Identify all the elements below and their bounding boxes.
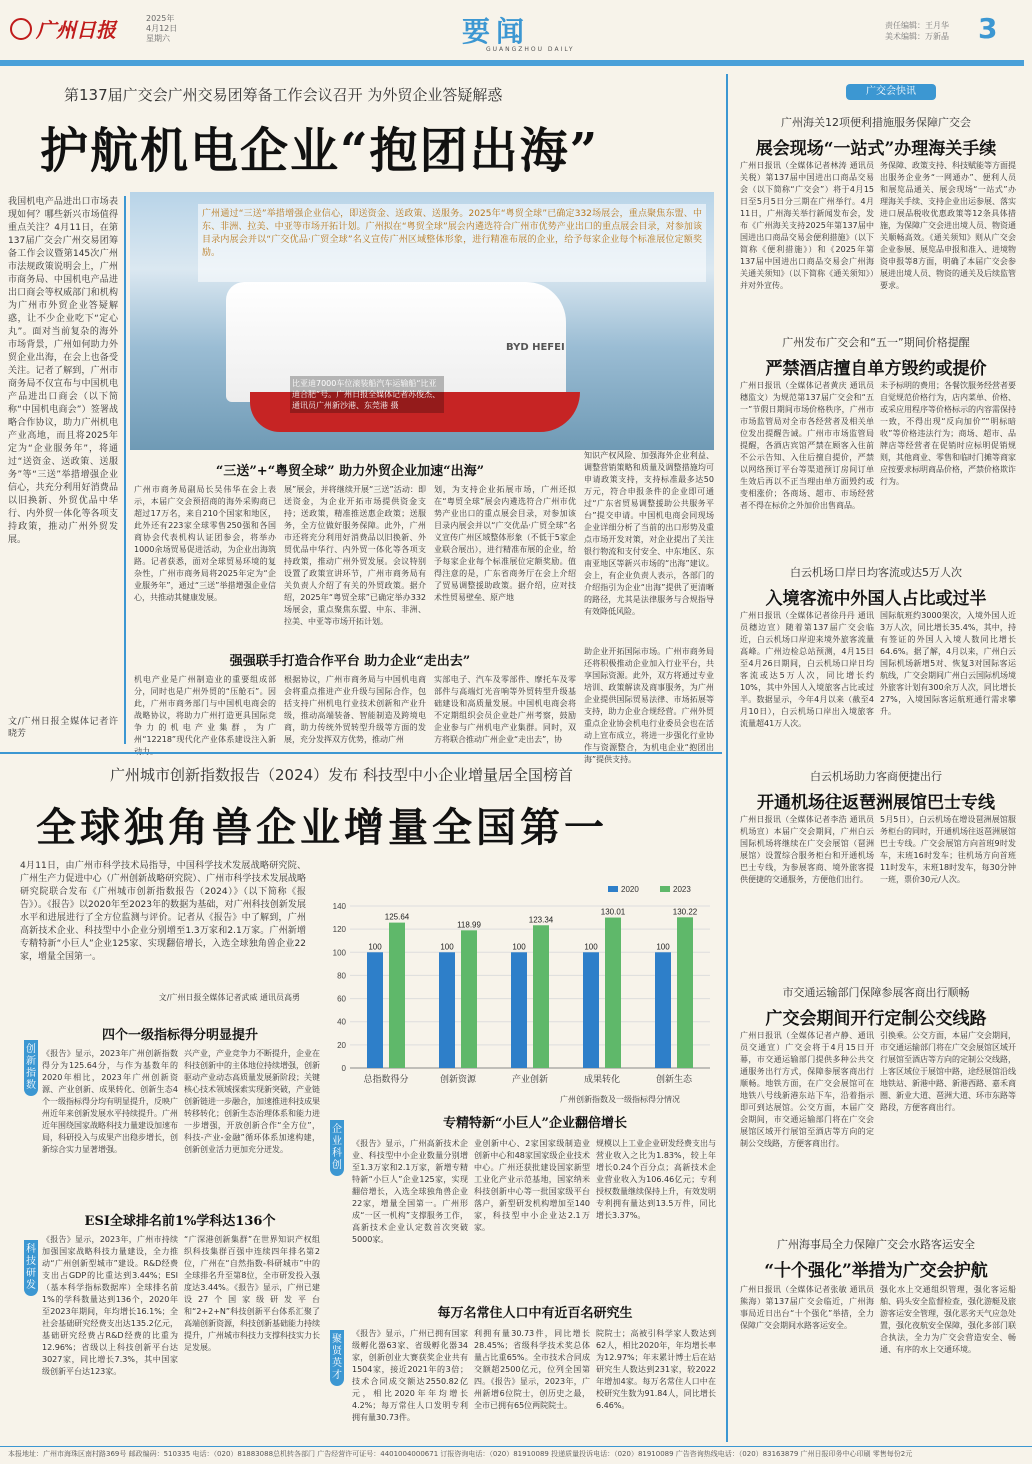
- header-rule: [0, 60, 1024, 66]
- vertical-rule: [124, 196, 126, 744]
- lead-sub2-col2: 根据协议，广州市商务局与中国机电商会将重点推进产业升级与国际合作，包括支持广州机电行业技术创新和产业升级，推动高端装备、智能制造及跨境电商，助力传统外贸转型升级等方面的发展，充分发挥双方优势，推动广州: [284, 675, 426, 744]
- issue-year: 2025年: [146, 14, 175, 23]
- second-subhead-4: 每万名常住人口中有近百名研究生: [437, 1306, 633, 1321]
- section-subtitle: GUANGZHOU DAILY: [486, 46, 575, 53]
- sidebar-tag: 广交会快讯: [846, 84, 936, 100]
- lead-sub1-col2: 展”展会，并将继续开展“三送”活动：即送资金，为企业开拓市场提供资金支持；送政策，精准推送惠企政策；送服务，全方位做好服务保障。此外，广州市还将充分利用好消费品以旧换新、外贸优品中华行、内外贸一体化等各项支持政策，推动广州外贸发展。会议特别设置了政策宣讲环节，广州市商务局有关负责人介绍了有关的外贸政策。据介绍，2025年“粤贸全球”已确定举办332场展会，重点聚焦东盟、中东、非洲、拉美、中亚等市场开拓计划。: [284, 485, 426, 626]
- masthead: [0, 0, 1024, 62]
- section-title: 要闻: [462, 15, 531, 48]
- sidebar-a3-headline: 入境客流中外国人占比或过半: [765, 589, 987, 609]
- ship-name: BYD HEFEI: [506, 342, 565, 353]
- lead-byline: 文/广州日报全媒体记者许晓芳: [8, 717, 118, 739]
- sidebar-a4-headline: 开通机场往返琶洲展馆巴士专线: [757, 793, 995, 813]
- tag-innovation-index: 创新指数: [24, 1040, 38, 1096]
- sidebar-a1-col2: 务保障、政策支持、科技赋能等方面提出服务企业务“一网通办”、便利人员和展览品通关、展会现场“一站式”办理海关手续、支持企业出运参展、落实进口展品税收优惠政策等12条具体措施，为保障广交会进出境人员、物资通关顺畅高效。《通关须知》则从广交会企业参展、展览品申报和准入、进境物资申报等8方面，明确了本届广交会参展进出境人员、物资的通关及后续监管要求。: [880, 161, 1016, 290]
- lead-sub1-col1: 广州市商务局副局长吴伟华在会上表示，本届广交会预招商的海外采购商已超过17万名，来自210个国家和地区，此外还有223家全球零售250强和各国商协会代表机构认证团参会，将举办1000余场贸易促进活动，为企业出海筑路。记者获悉，面对全球贸易环境的复杂性，广州市商务局将2025年定为“企业服务年”，通过“三送”举措增强企业信心，共推动其健康发展。: [134, 485, 276, 602]
- chart-y-tick-label: 120: [332, 925, 346, 935]
- second-headline: 全球独角兽企业增量全国第一: [36, 804, 608, 851]
- second-sub4-col1: 《报告》显示，广州已拥有国家级孵化器63家、省级孵化器34家，创新创业大赛获奖企业共有1504家，接近2021年的3倍；技术合同成交额达2550.82亿元，相比2020年年均增长4.2%；每万常住人口发明专利拥有量30.73件。: [352, 1329, 468, 1422]
- lead-sub2-col1: 机电产业是广州制造业的重要组成部分，同时也是广州外贸的“压舱石”。因此，广州市商务部门与中国机电商会的战略协议，将助力广州打造更具国际竞争力的机电产业集群，为广州“12218”现代化产业体系建设注入新: [134, 675, 276, 744]
- second-intro: 4月11日，由广州市科学技术局指导，中国科学技术发展战略研究院、广州生产力促进中心（广州创新战略研究院）、广州市科学技术发展战略研究院联合发布《广州城市创新指数报告（2024）》（以下简称《报告》）。《报告》以2020年至2023年的数据为基础，对广州科技创新发展水平和进展进行了全方位监测与评价。记者从《报告》中了解到，广州高新技术企业、科技型中小企业分别增至1.3万家和2.1万家。广州新增专精特新“小巨人”企业125家、实现翻倍增长，入选全球独角兽企业22家，增量全国第一。: [20, 861, 306, 962]
- second-sub3-col2: 业创新中心、2家国家级制造业创新中心和48家国家级企业技术中心。广州还获批建设国家新型工业化产业示范基地，国家纳米科技创新中心等一批国家级平台落户，新型研发机构增加至140家，科技型中小企业达2.1万家。: [474, 1139, 590, 1232]
- issue-info: [146, 14, 177, 44]
- chart-bar: [439, 952, 455, 1068]
- lead-headline: 护航机电企业“抱团出海”: [40, 123, 600, 179]
- sidebar-a2-col1: 广州日报讯（全媒体记者黄庆 通讯员穗监文）为规范第137届广交会和“五一”节假日期间市场价格秩序，广州市市场监管局对全市各经营者及相关单位发出提醒告诫。广州市市场监管局提醒，各酒店宾馆严禁在顾客入住前不公示告知、入住后擅自提价，严禁以网络预订平台等渠道预订房间订单生效后再以不正当理由单方面毁约或变相涨价；各商场、超市、市场经营者不得在标价之外加价出售商品。: [740, 381, 874, 510]
- lead-subhead-2: 强强联手打造合作平台 助力企业“走出去”: [229, 654, 471, 669]
- chart-bar: [389, 923, 405, 1068]
- second-sub2-col2: “广深港创新集群”在世界知识产权组织科技集群百强中连续四年排名第2位，广州在“自然指数-科研城市”中的全球排名升至第8位，全市研发投入强度达3.44%。《报告》显示，广州已建设27个国家级研发平台和“2+2+N”科技创新平台体系汇聚了高端创新资源，科技创新基础能力持续提升，广州城市科技力支撑科技实力长足发展。: [184, 1235, 320, 1352]
- sidebar-a3-col2: 国际航班约3000架次，入境外国人近3万人次，同比增长35.4%，其中，持有签证的外国人入境人数同比增长64.6%。据了解，4月以来，广州白云国际机场新增5对、恢复3对国际客运航线，广交会期间广州白云国际机场境外旅客计划有300余万人次，同比增长27%，入境国际客运航班通行需求攀升。: [880, 611, 1016, 716]
- chart-y-tick-label: 100: [332, 948, 346, 958]
- section-divider: [0, 752, 722, 754]
- second-sub3-col1: 《报告》显示，广州高新技术企业、科技型中小企业数量分别增至1.3万家和2.1万家，新增专精特新“小巨人”企业125家，实现翻倍增长，入选全球独角兽企业22家，增量全国第一。广州形成“一区一机构”支撑服务工作，高新技术企业认定数首次突破5000家。: [352, 1139, 468, 1244]
- lead-intro: 我国机电产品进出口市场表现如何？哪些新兴市场值得重点关注？4月11日，在第137届广交会广州交易团筹备工作会议暨第145次广州市法规政策说明会上，广州市商务局、中国机电产品进出口商会等权威部门和机构为广州市外贸企业答疑解惑，让不少企业吃下“定心丸”。面对当前复杂的海外市场背景，广州如何助力外贸企业出海，在会上也备受关注。记者了解到，广州市商务局不仅宣布与中国机电产品进出口商会（以下简称“中国机电商会”）签署战略合作协议，助力广州机电产业高地，而且将2025年定为“企业服务年”，将通过“送资金、送政策、送服务”等“三送”举措增强企业信心，共充分利用好消费品以旧换新、外贸优品中华行、内外贸一体化等各项支持政策，推动广州外贸发展。: [8, 197, 118, 545]
- tag-sci-research: 科技研发: [24, 1240, 38, 1296]
- chart-data-label: 100: [512, 942, 526, 952]
- chart-y-tick-label: 0: [341, 1064, 346, 1073]
- second-sub4-col3: 院院士；高被引科学家人数达到62人，相比2020年，年均增长率为12.97%；年末累计博士后在站研究生人数达到231家，较2022年增加4家。每万名常住人口中在校研究生数为91.84人，同比增长6.46%。: [596, 1329, 716, 1410]
- chart-category-label: 创新资源: [439, 1075, 477, 1085]
- lead-sub2-col3: 实部电子、汽车及零部件、摩托车及零部件与高端灯光音响等外贸转型升级基础建设和高质量发展。中国机电商会将不定期组织会员企业赴广州考察，鼓励企业参与广州机电产业集群。同时，双方将联合推动广州企业“走出去”，协: [434, 675, 576, 744]
- issue-day: 4月12日: [146, 24, 178, 33]
- chart-bars: [367, 907, 698, 1068]
- sidebar-a2-col2: 未予标明的费用；各餐饮服务经营者要自觉规范价格行为，店内菜单、价格、或采应用程序等价格标示的内容需保持一致，不得出现“反向加价”“明标暗收”等价格违法行为；商场、超市、品牌店等经营者在促销时应标明促销规则，其他商业、零售和临时门摊等商家应按要求标明商品价格，严禁价格欺诈行为。: [880, 381, 1016, 486]
- lead-sub1-col4: 知识产权风险、加强海外企业利益、调整营销策略和质量及调整措施均可申请政策支持，支持标准最多达50万元，符合申报条件的企业即可通过“广东省贸易调整援助公共服务平台”提交申请。中国机电商会同现场企业详细分析了当前的出口形势及重点市场开发对策，对企业提出了关注银行物流和支付安全、中东地区、东南亚地区等新兴市场的“出海”建议。会上，有企业负责人表示，各部门的介绍指引为企业“出海”提供了更清晰的路径，尤其是法律服务与合规指导有效降低风险。: [584, 451, 714, 616]
- sidebar-a5-headline: 广交会期间开行定制公交线路: [765, 1009, 987, 1029]
- footer: 本报地址：广州市海珠区南村路369号 邮政编码：510335 电话：（020）81883088总机转各部门 广告经营许可证号：4401004000671 订报咨询电话：（020）81910089 投递质量投诉电话：（020）81910089 广告咨询热线电话：（020）83163879 广州日报印务中心印刷 零售每份2元: [0, 1446, 1032, 1464]
- sidebar-a5-col1: 广州日报讯（全媒体记者卢静、通讯员交通宣）广交会将于4月15日开幕，市交通运输部门提供多种公共交通服务出行方式，保障参展客商出行顺畅。地铁方面，在广交会展馆可在地铁八号线新港东站下车，沿着指示即可到达展馆。公交方面，本届广交会期间，市交通运输部门将在广交会展馆区域开行展馆至酒店等方向的定制公交线路，方便客商出行。: [740, 1031, 874, 1148]
- lead-kicker: 第137届广交会广州交易团筹备工作会议召开 为外贸企业答疑解惑: [64, 86, 503, 104]
- second-sub4-col2: 利拥有量30.73件，同比增长28.45%；省级科学技术奖总体量占比重65%。全市技术合同成交额超2500亿元，位列全国第四。《报告》显示，2023年，广州新增6位院士，创历史之最，全市已拥有65位两院院士。: [474, 1329, 590, 1410]
- chart-category-label: 创新生态: [655, 1075, 693, 1085]
- chart-bar: [367, 952, 383, 1068]
- chart-data-label: 123.34: [528, 915, 554, 925]
- chart-y-tick-label: 40: [337, 1017, 346, 1027]
- lead-photo: [130, 192, 714, 450]
- page-number: 3: [978, 12, 998, 45]
- logo-text: 广州日报: [36, 18, 116, 42]
- chart-data-label: 100: [440, 942, 454, 952]
- sidebar-a2-kicker: 广州发布广交会和“五一”期间价格提醒: [782, 336, 970, 349]
- second-sub3-col3: 规模以上工业企业研发经费支出与营业收入之比为1.83%，较上年增长0.24个百分点；高新技术企业营业收入为106.46亿元；专利授权数量继续保持上升，有效发明专利拥有量达到13.5万件，同比增长3.37%。: [596, 1139, 716, 1220]
- sidebar-a3-col1: 广州日报讯（全媒体记者徐丹丹 通讯员穗边宣）随着第137届广交会临近，白云机场口岸迎来境外旅客流量高峰。广州边检总站预测，4月15日至4月26日期间，白云机场口岸日均客流或达5万人次，同比增长约10%，其中外国人入境旅客占比或过半。数据显示，今年4月以来（截至4月10日），白云机场口岸出入境旅客流量超41万人次。: [740, 611, 874, 728]
- chart-data-label: 100: [368, 942, 382, 952]
- chart-bar: [511, 952, 527, 1068]
- lead-sub1-col3: 划，为支持企业拓展市场，广州还拟在“粤贸全球”展会内遴选符合广州市优势产业出口的重点展会目录，对参加该目录内展会并以“广交优品·广贸全球”名义宣传广州区域整体形象（不低于5家企业联合展出），进行精准布展的企业，给予每家企业每个标准展位定额奖励。值得注意的是，广东省商务厅在会上介绍了贸易调整援助政策。据介绍，应对技术性贸易壁垒、原产地: [434, 485, 576, 602]
- chart-legend-label: 2020: [621, 885, 639, 894]
- chart-bar: [533, 925, 549, 1068]
- second-byline: 文/广州日报全媒体记者武威 通讯员高勇: [158, 993, 300, 1002]
- sidebar-a3-kicker: 白云机场口岸日均客流或达5万人次: [790, 566, 962, 579]
- photo-banner: 广州通过“三送”举措增强企业信心，即送资金、送政策、送服务。2025年“粤贸全球”已确定332场展会，重点聚焦东盟、中东、非洲、拉美、中亚等市场开拓计划。广州拟在“粤贸全球”展会内遴选符合广州市优势产业出口的重点展会目录，对参加该目录内展会并以“广交优品·广贸全球”名义宣传广州区域整体形象，进行精准布展的企业，给予每家企业每个标准展位定额奖励。: [198, 204, 706, 282]
- logo-icon: [10, 18, 32, 40]
- second-subhead-1: 四个一级指标得分明显提升: [101, 1028, 258, 1043]
- tag-talent: 聚贤英才: [330, 1330, 344, 1386]
- sidebar-a6-col1: 广州日报讯（全媒体记者张敏 通讯员熊海）第137届广交会临近，广州海事局近日出台“十个强化”举措，全力保障广交会期间水路客运安全。: [740, 1285, 874, 1330]
- chart-bar: [605, 918, 621, 1068]
- sidebar-a6-headline: “十个强化”举措为广交会护航: [764, 1261, 988, 1281]
- chart-legend-swatch: [608, 886, 618, 892]
- chart-y-tick-label: 60: [337, 994, 346, 1004]
- sidebar-a4-kicker: 白云机场助力客商便捷出行: [810, 770, 942, 783]
- second-sub1-col1: 《报告》显示，2023年广州创新指数得分为125.64分，与作为基数年的2020年相比，2023年广州创新资源、产业创新、成果转化、创新生态4个一级指标得分均有明显提升，反映广州近年来创新发展水平持续提升。广州近年围绕国家战略科技力量建设加速布局，科研投入与成果产出稳步增长，创新综合实力显著增强。: [42, 1049, 178, 1154]
- sidebar-a5-kicker: 市交通运输部门保障参展客商出行顺畅: [782, 986, 970, 999]
- chart-y-tick-label: 20: [337, 1040, 346, 1050]
- sidebar-rule: [726, 74, 728, 1442]
- chart-category-label: 总指数得分: [363, 1075, 409, 1085]
- chart-y-tick-label: 140: [332, 902, 346, 911]
- chart-legend-swatch: [660, 886, 670, 892]
- editor-line: 责任编辑：王月华: [885, 21, 949, 30]
- chart-data-label: 125.64: [384, 912, 410, 922]
- newspaper-logo: [10, 14, 116, 43]
- sidebar-a2-headline: 严禁酒店擅自单方毁约或提价: [765, 359, 987, 379]
- second-kicker: 广州城市创新指数报告（2024）发布 科技型中小企业增量居全国榜首: [110, 766, 573, 784]
- sidebar-a5-col2: 引换乘。公交方面，本届广交会期间，市交通运输部门将在广交会展馆区域开行展馆至酒店等方向的定制公交线路，上客区域位于展馆中路，途经展馆沿线地铁站、新港中路、新港西路、嘉禾商圈、新业大道、琶洲大道、环市东路等路段，方便客商出行。: [880, 1031, 1016, 1112]
- chart-caption: 广州创新指数及一级指标得分情况: [560, 1095, 680, 1104]
- chart-bar: [461, 930, 477, 1068]
- designer-line: 美术编辑：万新晶: [885, 32, 949, 41]
- second-sub1-col2: 兴产业，产业竞争力不断提升，企业在科技创新中的主体地位持续增强，创新驱动产业动态高质量发展新阶段；关键核心技术领域探索实现新突破，产业链创新链进一步融合，加速推进科技成果转移转化；创新生态治理体系和能力进一步增强，开放创新合作“全方位”，科技-产业-金融”循环体系加速构建，创新创业活力更加充分迸发。: [184, 1049, 320, 1154]
- second-subhead-3: 专精特新“小巨人”企业翻倍增长: [443, 1116, 627, 1131]
- tag-enterprise-innovation: 企业科创: [330, 1120, 344, 1176]
- sidebar-a1-kicker: 广州海关12项便利措施服务保障广交会: [781, 116, 971, 129]
- chart-y-tick-label: 80: [337, 971, 346, 981]
- chart-bar: [655, 952, 671, 1068]
- chart-data-label: 130.22: [672, 907, 698, 917]
- issue-weekday: 星期六: [146, 34, 170, 43]
- chart-data-label: 118.99: [457, 920, 481, 930]
- editor-credits: [885, 20, 949, 42]
- chart-category-label: 成果转化: [583, 1075, 621, 1085]
- chart-legend-label: 2023: [673, 885, 691, 894]
- sidebar-a6-col2: 强化水上交通组织管理，强化客运船舶、码头安全监督检查，强化游艇及旅游客运安全管理，强化恶劣天气应急处置，强化夜航安全保障，强化多部门联合执法，全力为广交会营造安全、畅通、有序的水上交通环境。: [880, 1285, 1016, 1354]
- chart-data-label: 100: [584, 942, 598, 952]
- innovation-index-chart: [316, 880, 718, 1092]
- sidebar-a1-col1: 广州日报讯（全媒体记者林涛 通讯员关税）第137届中国进出口商品交易会（以下简称“广交会”）将于4月15日至5月5日分三期在广州举行。4月11日，广州海关举行新闻发布会，发布《广州海关支持2025年第137届中国进出口商品交易会便利措施》（以下简称《便利措施》）和《2025年第137届中国进出口商品交易会广州海关通关须知》（以下简称《通关须知》）并对外宣传。: [740, 161, 874, 290]
- chart-data-label: 100: [656, 942, 670, 952]
- chart-bar: [677, 917, 693, 1068]
- chart-categories: [363, 1073, 693, 1085]
- photo-caption: 比亚迪7000车位滚装船汽车运输船“比亚迪合肥”号。广州日报全媒体记者苏俊杰、通讯员广州新沙港、东莞港 摄: [290, 376, 444, 413]
- lead-sub2-col4: 助企业开拓国际市场。广州市商务局还将积极推动企业加入行业平台，共享国际资源。此外，双方将通过专业培训、政策解读及商事服务，为广州企业提供国际贸易法律、市场拓展等支持，助力企业合规经营。广州外贸重点企业协会机电行业委员会也在活动上宣布成立，将进一步强化行业协作与资源整合，为机电企业“抱团出海”提供支持。: [584, 647, 714, 764]
- sidebar-a4-col1: 广州日报讯（全媒体记者李浩 通讯员机场宣）本届广交会期间，广州白云国际机场将继续在广交会展馆（琶洲展馆）设置综合服务柜台和开通机场巴士专线，为参展客商、境外旅客提供便捷的交通服务，方便他们出行。: [740, 815, 874, 884]
- chart-legend: [608, 885, 691, 894]
- chart-bar: [583, 952, 599, 1068]
- sidebar-a1-headline: 展会现场“一站式”办理海关手续: [755, 139, 997, 159]
- chart-category-label: 产业创新: [511, 1075, 549, 1085]
- sidebar-a6-kicker: 广州海事局全力保障广交会水路客运安全: [777, 1238, 975, 1251]
- second-subhead-2: ESI全球排名前1%学科达136个: [84, 1214, 276, 1229]
- lead-subhead-1: “三送”+“粤贸全球” 助力外贸企业加速“出海”: [215, 464, 485, 479]
- sidebar-a4-col2: 5月5日），白云机场在增设琶洲展馆服务柜台的同时，开通机场往返琶洲展馆巴士专线。广交会展馆方向首班9时发车，末班16时发车；往机场方向首班11时发车，末班18时发车，每30分钟一班，票价30元/人次。: [880, 815, 1016, 884]
- second-sub2-col1: 《报告》显示，2023年，广州市持续加强国家战略科技力量建设，全力推动“广州创新型城市”建设。R&D经费支出占GDP的比重达到3.44%；ESI（基本科学指标数据库）全球排名前1%的学科数量达到136个，2020年至2023年期间，年均增长16.1%；全社会基础研究经费支出达135.2亿元，基础研究经费占R&D经费的比重为12.96%；省级以上科技创新平台达3027家，同比增长7.3%，其中国家级创新平台达123家。: [42, 1235, 178, 1376]
- chart-data-label: 130.01: [600, 907, 626, 917]
